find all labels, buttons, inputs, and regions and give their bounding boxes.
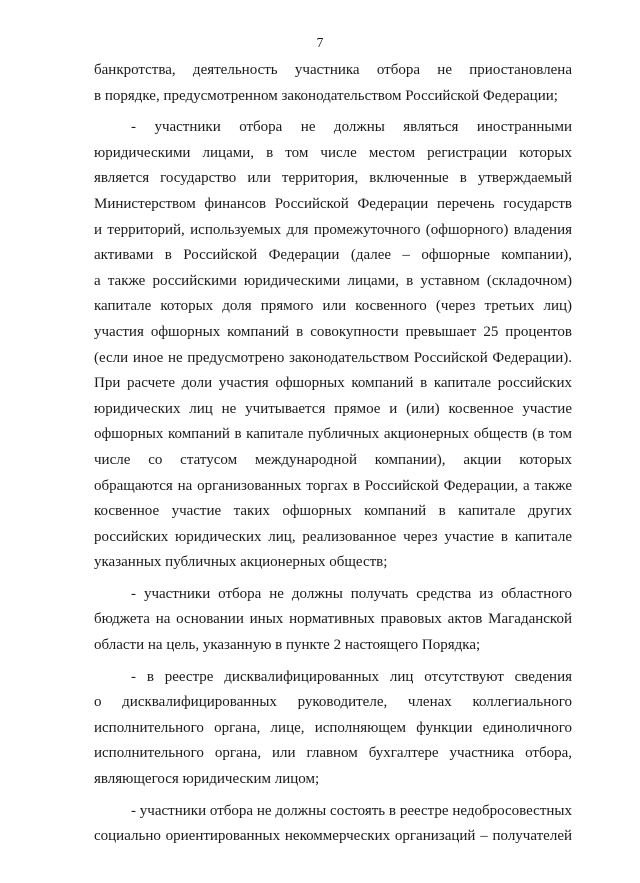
text-line: юридических лиц не учитывается прямое и (или) косвенное участие — [94, 400, 572, 417]
text-line: а также российскими юридическими лицами, в уставном (складочном) — [94, 272, 572, 289]
text-line: - в реестре дисквалифицированных лиц отсутствуют сведения — [131, 668, 572, 685]
text-line: офшорных компаний в капитале публичных акционерных обществ (в том — [94, 426, 572, 443]
text-line: - участники отбора не должны получать средства из областного — [131, 585, 572, 602]
text-line: При расчете доли участия офшорных компаний в капитале российских — [94, 375, 572, 392]
text-line: области на цель, указанную в пункте 2 настоящего Порядка; — [94, 637, 481, 654]
text-line: (если иное не предусмотрено законодательством Российской Федерации). — [94, 349, 572, 366]
text-line: активами в Российской Федерации (далее – офшорные компании), — [94, 247, 572, 264]
text-line: в порядке, предусмотренном законодательством Российской Федерации; — [94, 87, 558, 104]
document-body — [94, 58, 572, 850]
text-line: российских юридических лиц, реализованное через участие в капитале — [94, 528, 572, 545]
page-number: 7 — [316, 35, 324, 50]
text-line: и территорий, используемых для промежуточного (офшорного) владения — [94, 221, 572, 238]
text-line: о дисквалифицированных руководителе, членах коллегиального — [94, 694, 572, 711]
text-line: банкротства, деятельность участника отбора не приостановлена — [94, 62, 572, 78]
text-line: капитале которых доля прямого или косвенного (через третьих лиц) — [94, 298, 572, 315]
text-line: обращаются на организованных торгах в Российской Федерации, а также — [94, 477, 572, 494]
text-line: являющегося юридическим лицом; — [94, 771, 320, 788]
text-line: юридическими лицами, в том числе местом регистрации которых — [94, 144, 572, 161]
text-line: косвенное участие таких офшорных компаний в капитале других — [94, 503, 572, 520]
text-line: является государство или территория, включенные в утверждаемый — [94, 170, 572, 187]
text-line: бюджета на основании иных нормативных правовых актов Магаданской — [94, 611, 572, 628]
text-line: числе со статусом международной компании), акции которых — [94, 451, 572, 468]
text-line: участия офшорных компаний в совокупности превышает 25 процентов — [94, 323, 572, 340]
text-line: указанных публичных акционерных обществ; — [94, 554, 388, 571]
text-line: исполнительного органа, или главном бухгалтере участника отбора, — [94, 745, 572, 762]
text-line: исполнительного органа, лице, исполняющем функции единоличного — [94, 719, 572, 736]
text-line: Министерством финансов Российской Федерации перечень государств — [94, 195, 572, 212]
text-line: социально ориентированных некоммерческих организаций – получателей — [94, 828, 572, 845]
text-line: - участники отбора не должны состоять в реестре недобросовестных — [131, 802, 572, 819]
text-line: - участники отбора не должны являться иностранными — [131, 119, 572, 136]
